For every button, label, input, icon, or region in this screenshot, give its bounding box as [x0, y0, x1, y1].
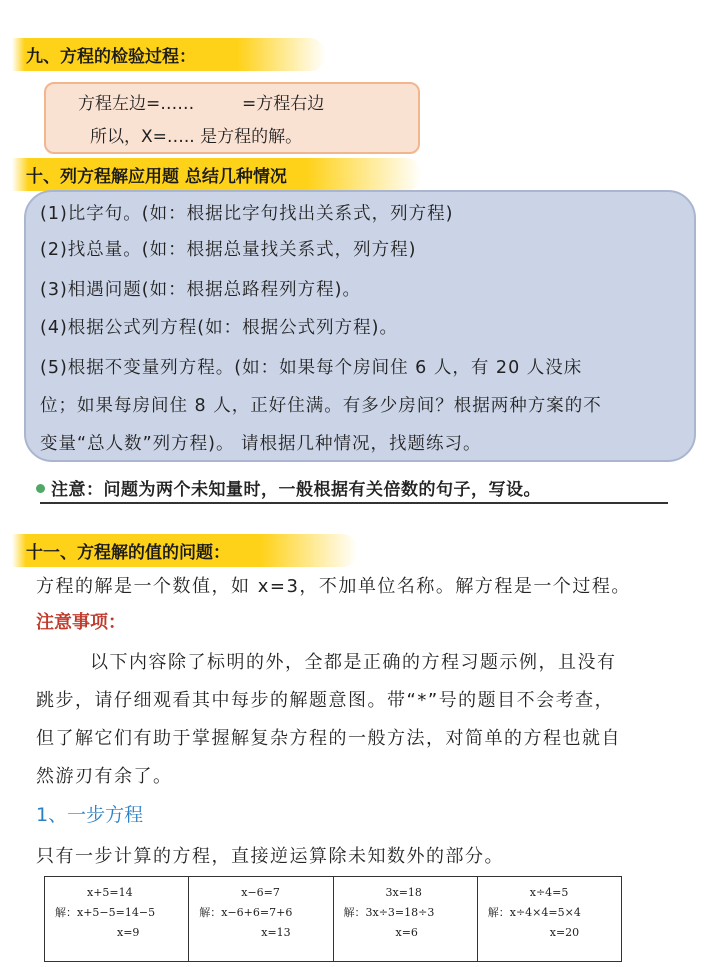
equation-step: 解：x−6+6=7+6 — [199, 906, 293, 919]
notice-heading: 注意事项： — [36, 612, 126, 633]
equation-step: 解：3x÷3=18÷3 — [343, 906, 435, 919]
section11-intro: 方程的解是一个数值，如 x=3，不加单位名称。解方程是一个过程。 — [36, 576, 631, 597]
equation-cell-1 — [45, 877, 189, 962]
notice-line-2: 跳步，请仔细观看其中每步的解题意图。带“*”号的题目不会考查， — [36, 690, 615, 711]
one-step-heading: 1、一步方程 — [36, 804, 144, 826]
case-item-3: (3)相遇问题(如：根据总路程列方程)。 — [40, 280, 361, 300]
note-text: 注意：问题为两个未知量时，一般根据有关倍数的句子，写设。 — [51, 480, 541, 500]
equation-step: 解：x+5−5=14−5 — [55, 906, 156, 919]
verification-right: =方程右边 — [242, 94, 325, 114]
note-underline — [40, 502, 668, 504]
equations-table — [44, 876, 622, 962]
verification-box — [44, 82, 420, 154]
section9-title: 九、方程的检验过程： — [12, 38, 326, 71]
equation-cell-4 — [477, 877, 621, 962]
notice-line-4: 然游刃有余了。 — [36, 766, 173, 787]
verification-conclusion: 所以，X=….. 是方程的解。 — [90, 127, 303, 147]
equation: x−6=7 — [241, 886, 280, 899]
case-item-5-cont1: 位；如果每房间住 8 人，正好住满。有多少房间？根据两种方案的不 — [40, 396, 602, 416]
equation-answer: x=9 — [117, 926, 140, 939]
equation: x+5=14 — [87, 886, 133, 899]
case-item-1: (1)比字句。(如：根据比字句找出关系式，列方程) — [40, 204, 454, 224]
equation-answer: x=6 — [395, 926, 418, 939]
note-line — [36, 475, 541, 500]
equation-step: 解：x÷4×4=5×4 — [487, 906, 581, 919]
bullet-icon — [36, 484, 45, 493]
equation: x÷4=5 — [529, 886, 569, 899]
equation: 3x=18 — [385, 886, 422, 899]
case-item-5-cont2: 变量“总人数”列方程)。 请根据几种情况，找题练习。 — [40, 434, 482, 454]
case-item-2: (2)找总量。(如：根据总量找关系式，列方程) — [40, 240, 417, 260]
equation-answer: x=13 — [261, 926, 291, 939]
section10-title: 十、列方程解应用题 总结几种情况 — [12, 158, 422, 191]
equation-cell-2 — [189, 877, 333, 962]
equation-answer: x=20 — [549, 926, 580, 939]
section11-title: 十一、方程解的值的问题： — [12, 534, 358, 567]
notice-line-1: 以下内容除了标明的外，全都是正确的方程习题示例，且没有 — [90, 652, 617, 673]
equation-cell-3 — [333, 877, 477, 962]
verification-left: 方程左边=…… — [78, 94, 195, 114]
cases-box — [24, 190, 696, 462]
notice-line-3: 但了解它们有助于掌握解复杂方程的一般方法，对简单的方程也就自 — [36, 728, 621, 749]
case-item-5: (5)根据不变量列方程。(如：如果每个房间住 6 人，有 20 人没床 — [40, 358, 583, 378]
one-step-desc: 只有一步计算的方程，直接逆运算除未知数外的部分。 — [36, 846, 504, 867]
case-item-4: (4)根据公式列方程(如：根据公式列方程)。 — [40, 318, 398, 338]
